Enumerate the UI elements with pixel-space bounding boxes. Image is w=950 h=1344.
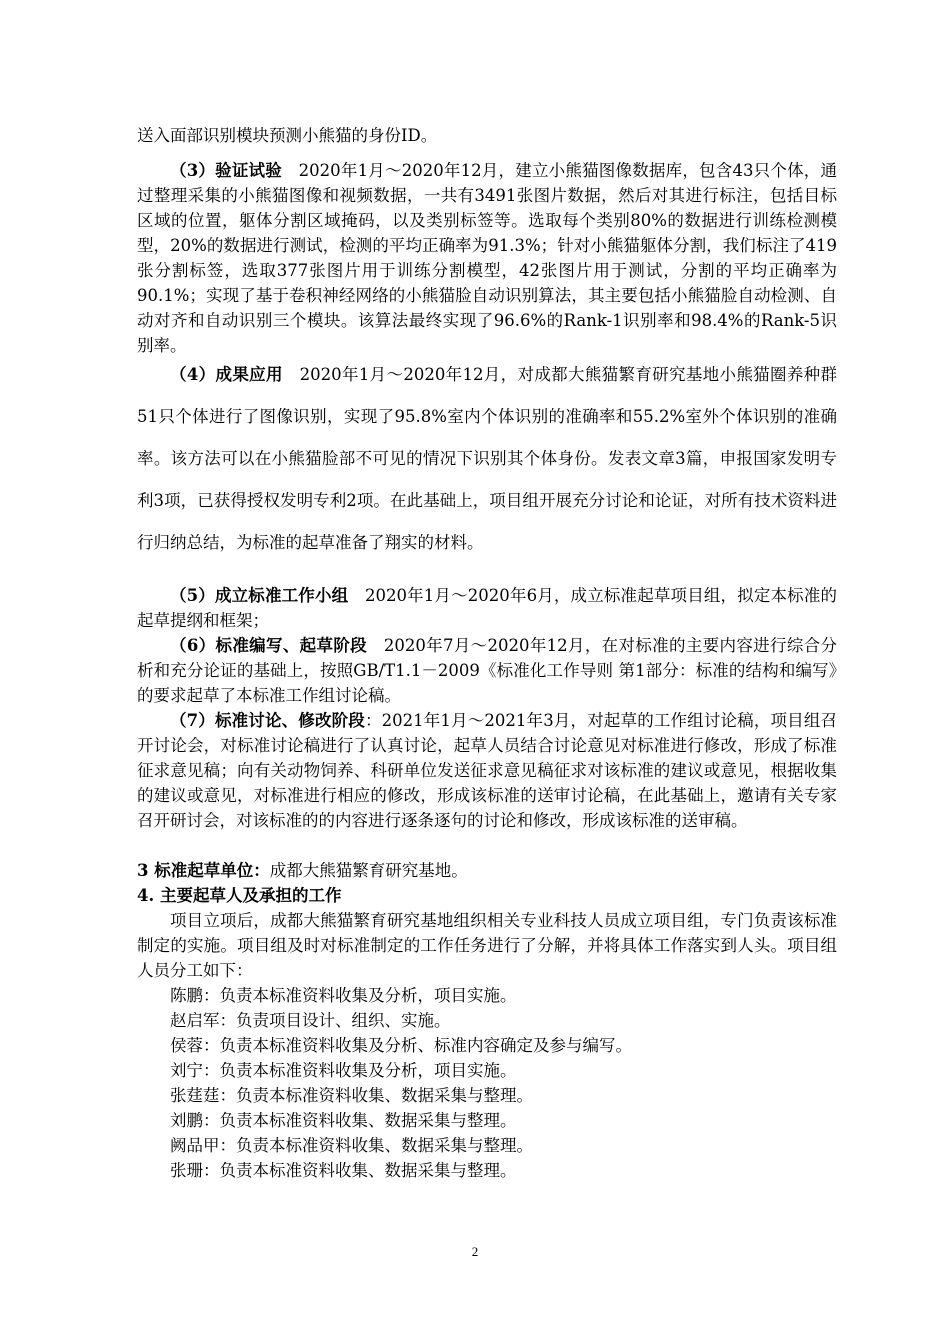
text-revision-stage: ：2021年1月～2021年3月，对起草的工作组讨论稿，项目组召开讨论会，对标准讨论稿进行了认真讨论，起草人员结合讨论意见对标准进行修改，形成了标准征求意见稿；向有关动物饲养、科研单位发送征求意见稿征求对该标准的建议或意见，根据收集的建议或意见，对标准进行相应的修改，形成该标准的送审讨论稿，在此基础上，邀请有关专家召开研讨会，对该标准的的内容进行逐条逐句的讨论和修改，形成该标准的送审稿。 — [137, 711, 837, 830]
section-drafting-unit — [137, 858, 837, 883]
heading-results-application: （4）成果应用 — [170, 365, 283, 384]
staff-item: 张珊：负责本标准资料收集、数据采集与整理。 — [170, 1161, 517, 1180]
staff-item: 陈鹏：负责本标准资料收集及分析，项目实施。 — [170, 986, 517, 1005]
heading-drafting-unit: 3 标准起草单位： — [137, 861, 270, 880]
staff-item: 侯蓉：负责本标准资料收集及分析、标准内容确定及参与编写。 — [170, 1036, 632, 1055]
staff-item: 刘鹏：负责本标准资料收集、数据采集与整理。 — [170, 1111, 517, 1130]
text-results-application: 2020年1月～2020年12月，对成都大熊猫繁育研究基地小熊猫圈养种群51只个体进行了图像识别，实现了95.8%室内个体识别的准确率和55.2%室外个体识别的准确率。该方法可以在小熊猫脸部不可见的情况下识别其个体身份。发表文章3篇，申报国家发明专利3项，已获得授权发明专利2项。在此基础上，项目组开展充分讨论和论证，对所有技术资料进行归纳总结，为标准的起草准备了翔实的材料。 — [137, 365, 837, 552]
paragraph-results-application — [137, 354, 837, 564]
staff-item: 阙品甲：负责本标准资料收集、数据采集与整理。 — [170, 1136, 533, 1155]
text-working-group: 2020年1月～2020年6月，成立标准起草项目组，拟定本标准的起草提纲和框架； — [137, 586, 837, 630]
text-drafting-stage: 2020年7月～2020年12月，在对标准的主要内容进行综合分析和充分论证的基础上，按照GB/T1.1－2009《标准化工作导则 第1部分：标准的结构和编写》的要求起草了本标准工作组讨论稿。 — [137, 636, 837, 705]
heading-revision-stage: （7）标准讨论、修改阶段 — [170, 711, 365, 730]
staff-item: 刘宁：负责本标准资料收集及分析，项目实施。 — [170, 1061, 517, 1080]
paragraph-drafting-stage — [137, 633, 837, 708]
heading-working-group: （5）成立标准工作小组 — [170, 586, 349, 605]
paragraph-intro-tail: 送入面部识别模块预测小熊猫的身份ID。 — [137, 126, 438, 145]
staff-list — [170, 983, 830, 1183]
paragraph-revision-stage — [137, 708, 837, 833]
heading-main-drafters: 4. 主要起草人及承担的工作 — [137, 886, 342, 905]
text-verification-test: 2020年1月～2020年12月，建立小熊猫图像数据库，包含43只个体，通过整理采集的小熊猫图像和视频数据，一共有3491张图片数据，然后对其进行标注，包括目标区域的位置，躯体分割区域掩码，以及类别标签等。选取每个类别80%的数据进行训练检测模型，20%的数据进行测试，检测的平均正确率为91.3%；针对小熊猫躯体分割，我们标注了419张分割标签，选取377张图片用于训练分割模型，42张图片用于测试，分割的平均正确率为90.1%；实现了基于卷积神经网络的小熊猫脸自动识别算法，其主要包括小熊猫脸自动检测、自动对齐和自动识别三个模块。该算法最终实现了96.6%的Rank-1识别率和98.4%的Rank-5识别率。 — [137, 161, 837, 355]
paragraph-project-setup: 项目立项后，成都大熊猫繁育研究基地组织相关专业科技人员成立项目组，专门负责该标准制定的实施。项目组及时对标准制定的工作任务进行了分解，并将具体工作落实到人头。项目组人员分工如下： — [137, 911, 837, 980]
heading-verification-test: （3）验证试验 — [170, 161, 282, 180]
page-number: 2 — [471, 1244, 479, 1259]
paragraph-working-group — [137, 583, 837, 633]
heading-drafting-stage: （6）标准编写、起草阶段 — [170, 636, 367, 655]
text-drafting-unit: 成都大熊猫繁育研究基地。 — [269, 861, 468, 880]
paragraph-verification-test — [137, 158, 837, 358]
staff-item: 赵启军：负责项目设计、组织、实施。 — [170, 1011, 451, 1030]
staff-item: 张莛莛：负责本标准资料收集、数据采集与整理。 — [170, 1086, 533, 1105]
